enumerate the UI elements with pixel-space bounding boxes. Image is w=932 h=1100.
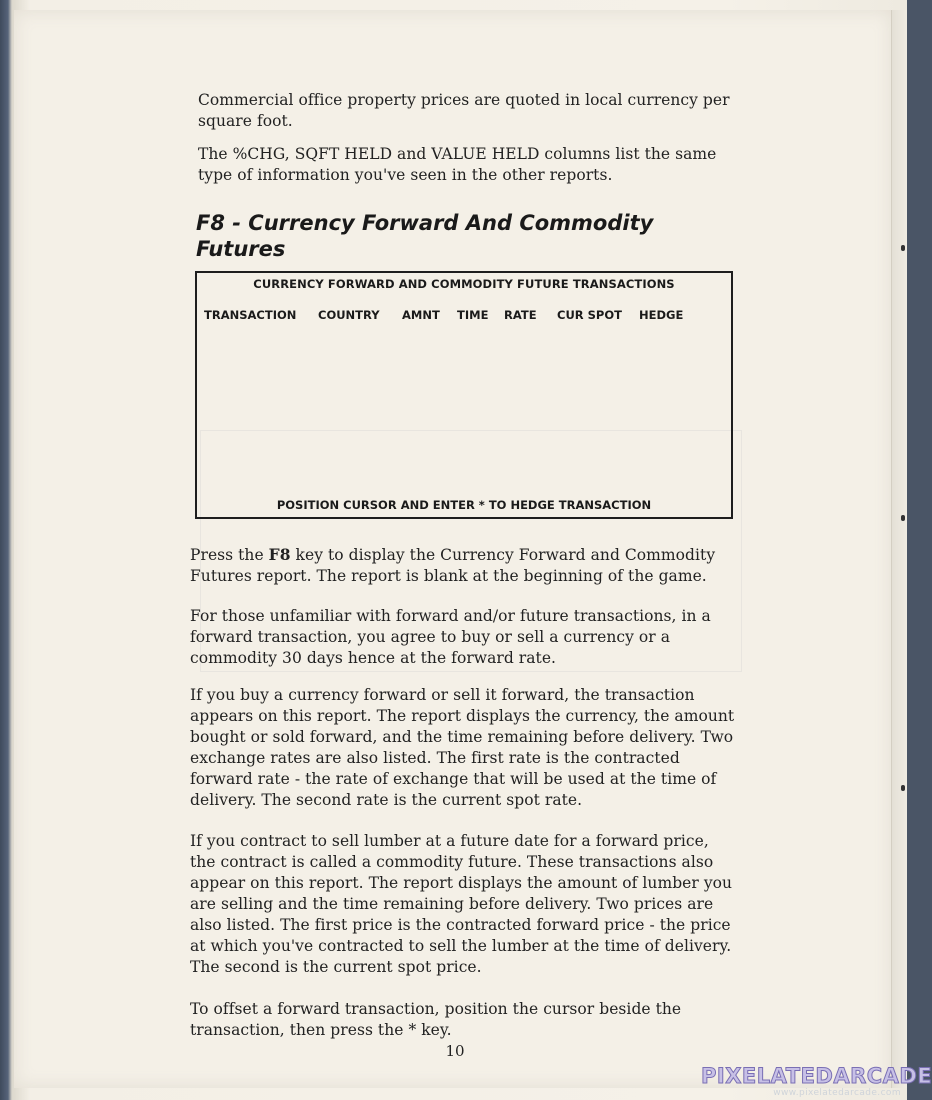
page-number: 10 [445,1042,465,1060]
paragraph-commodity-future: If you contract to sell lumber at a future date for a forward price, the contract is called a commodity future. These transactions also appear on this report. The report displays the amount of lumber you are selling and the time remaining before delivery. Two prices are also listed. The first price is the contracted forward price - the price at which you've contracted to sell the lumber at the time of delivery. The second is the current spot price. [190,831,733,976]
report-screen-mockup [195,271,733,519]
paragraph-currency-forward: If you buy a currency forward or sell it forward, the transaction appears on this report. The report displays the currency, the amount bought or sold forward, and the time remaining before delivery. Two exchange rates are also listed. The first rate is the contracted forward rate - the rate of exchange that will be used at the time of delivery. The second rate is the current spot rate. [190,685,735,809]
column-country: COUNTRY [318,308,380,322]
column-amount: AMNT [402,308,440,322]
p1-after: key to display the Currency Forward and Commodity Futures report. The report is blank at the beginning of the game. [190,545,716,585]
section-heading: F8 - Currency Forward And Commodity Futures [196,211,654,261]
paragraph-property-prices: Commercial office property prices are quoted in local currency per square foot. [198,90,730,130]
paragraph-offset-transaction: To offset a forward transaction, position the cursor beside the transaction, then press the * key. [190,999,682,1039]
page-edge [891,10,907,1088]
f8-key: F8 [268,544,291,564]
paragraph-press-f8 [190,544,738,587]
edge-mark [901,785,905,791]
watermark [701,1064,932,1098]
edge-mark [901,245,905,251]
edge-mark [901,515,905,521]
column-current-spot: CUR SPOT [557,308,622,322]
p1-before: Press the [190,545,269,564]
paragraph-forward-definition: For those unfamiliar with forward and/or future transactions, in a forward transaction, you agree to buy or sell a currency or a commodity 30 days hence at the forward rate. [190,606,711,667]
report-column-headers [204,308,728,322]
watermark-name: PIXELATEDARCADE [701,1064,932,1088]
watermark-url: www.pixelatedarcade.com [773,1088,901,1098]
paragraph-columns-info: The %CHG, SQFT HELD and VALUE HELD columns list the same type of information you've seen in the other reports. [198,144,717,184]
report-title: CURRENCY FORWARD AND COMMODITY FUTURE TRANSACTIONS [253,277,675,291]
column-time: TIME [457,308,489,322]
column-rate: RATE [504,308,537,322]
column-transaction: TRANSACTION [204,308,297,322]
report-footer-instruction: POSITION CURSOR AND ENTER * TO HEDGE TRANSACTION [276,498,652,512]
column-hedge: HEDGE [639,308,684,322]
